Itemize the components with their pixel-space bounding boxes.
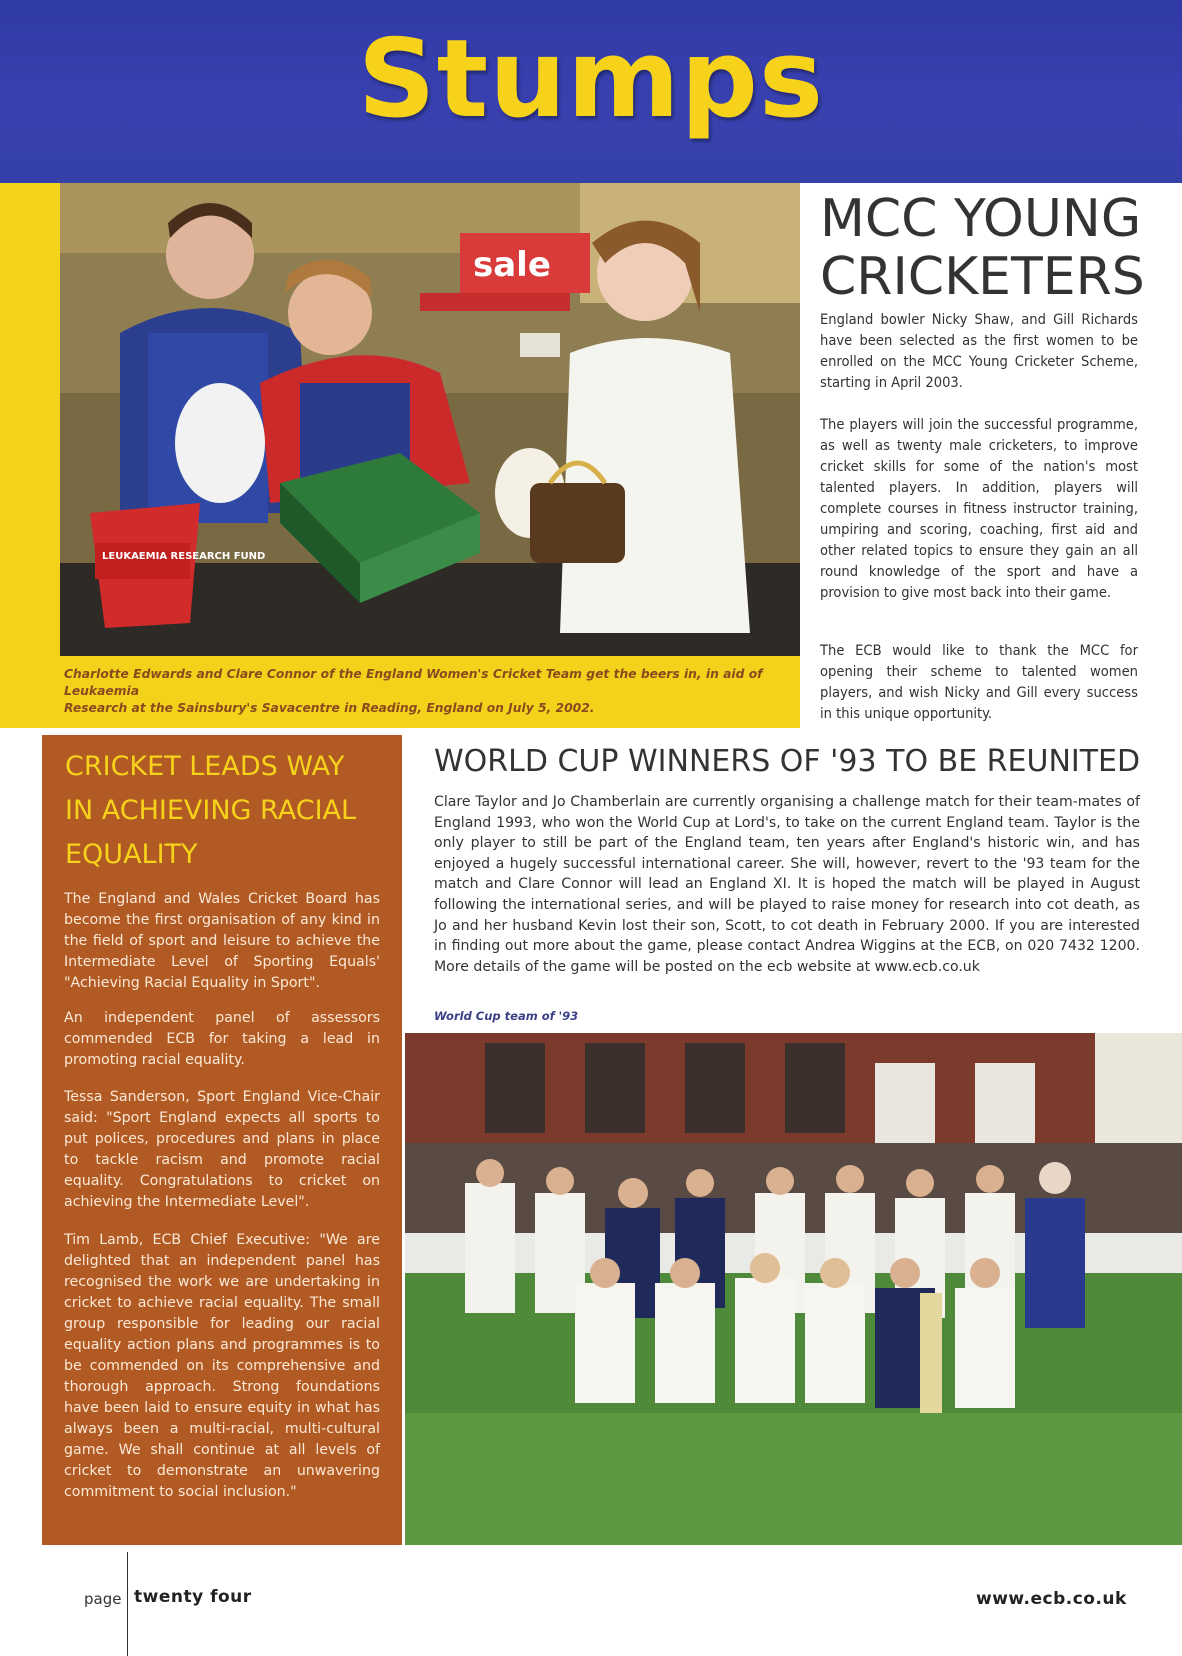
page-label: page bbox=[84, 1590, 122, 1608]
team-photo-caption: World Cup team of '93 bbox=[434, 1009, 579, 1023]
racial-headline bbox=[65, 745, 395, 877]
racial-paragraph: Tim Lamb, ECB Chief Executive: "We are delighted that an independent panel has recognised the work we are undertaking in cricket to achieve racial equality. The small group responsible for leading our racial equality action plans and programmes is to be commended on its comprehensive and thorough approach. Strong foundations have been laid to ensure equity in what has always been a multi-racial, multi-cultural game. We shall continue at all levels of cricket to demonstrate an unwavering commitment to social inclusion." bbox=[64, 1232, 380, 1500]
website-url: www.ecb.co.uk bbox=[976, 1589, 1127, 1609]
headline-line: EQUALITY bbox=[65, 839, 198, 870]
worldcup-headline: WORLD CUP WINNERS OF '93 TO BE REUNITED bbox=[434, 744, 1141, 779]
racial-paragraph: The England and Wales Cricket Board has become the first organisation of any kind in the field of sport and leisure to achieve the Intermediate Level of Sporting Equals' "Achieving Racial Equality in Sport". bbox=[64, 891, 380, 991]
worldcup-body: Clare Taylor and Jo Chamberlain are currently organising a challenge match for their team-mates of England 1993, who won the World Cup at Lord's, to take on the current England team. Taylor is the only player to still be part of the England team, ten years after England's historic win, and has enjoyed a hugely successful international career. She will, however, revert to the '93 team for the match and Clare Connor will lead an England XI. It is hoped the match will be played in August following the international series, and will be played to raise money for research into cot death, as Jo and her husband Kevin lost their son, Scott, to cot death in February 2000. If you are interested in finding out more about the game, please contact Andrea Wiggins at the ECB, on 020 7432 1200. More details of the game will be posted on the ecb website at www.ecb.co.uk bbox=[434, 794, 1140, 975]
shop-photo bbox=[60, 183, 800, 656]
page-number: twenty four bbox=[134, 1587, 252, 1607]
racial-paragraph: Tessa Sanderson, Sport England Vice-Chair said: "Sport England expects all sports to put polices, procedures and plans in place to tackle racism and promote racial equality. Congratulations to cricket on achieving the Intermediate Level". bbox=[64, 1089, 380, 1210]
caption-line: Charlotte Edwards and Clare Connor of the England Women's Cricket Team get the beers in, in aid of Leukaemia bbox=[64, 667, 763, 698]
headline-line: CRICKETERS bbox=[820, 247, 1145, 307]
masthead-title: Stumps bbox=[357, 17, 825, 142]
team-photo bbox=[405, 1033, 1182, 1545]
photo-caption bbox=[64, 666, 764, 717]
bucket-label: LEUKAEMIA RESEARCH FUND bbox=[102, 551, 266, 562]
mcc-headline bbox=[820, 190, 1170, 306]
headline-line: IN ACHIEVING RACIAL bbox=[65, 795, 357, 826]
racial-paragraph: An independent panel of assessors commended ECB for taking a lead in promoting racial equality. bbox=[64, 1010, 380, 1068]
mcc-paragraph: England bowler Nicky Shaw, and Gill Richards have been selected as the first women to be enrolled on the MCC Young Cricketer Scheme, starting in April 2003. bbox=[820, 311, 1138, 391]
footer-divider bbox=[127, 1552, 128, 1656]
sale-sign: sale bbox=[473, 245, 551, 285]
headline-line: MCC YOUNG bbox=[820, 189, 1142, 249]
caption-line: Research at the Sainsbury's Savacentre in Reading, England on July 5, 2002. bbox=[64, 701, 595, 715]
mcc-paragraph: The players will join the successful programme, as well as twenty male cricketers, to improve cricket skills for some of the nation's most talented players. In addition, players will complete courses in fitness instructor training, umpiring and scoring, coaching, first aid and other related topics to ensure they gain an all round knowledge of the sport and have a provision to give most back into their game. bbox=[820, 416, 1138, 601]
headline-line: CRICKET LEADS WAY bbox=[65, 751, 345, 782]
mcc-paragraph: The ECB would like to thank the MCC for opening their scheme to talented women players, and wish Nicky and Gill every success in this unique opportunity. bbox=[820, 642, 1138, 722]
